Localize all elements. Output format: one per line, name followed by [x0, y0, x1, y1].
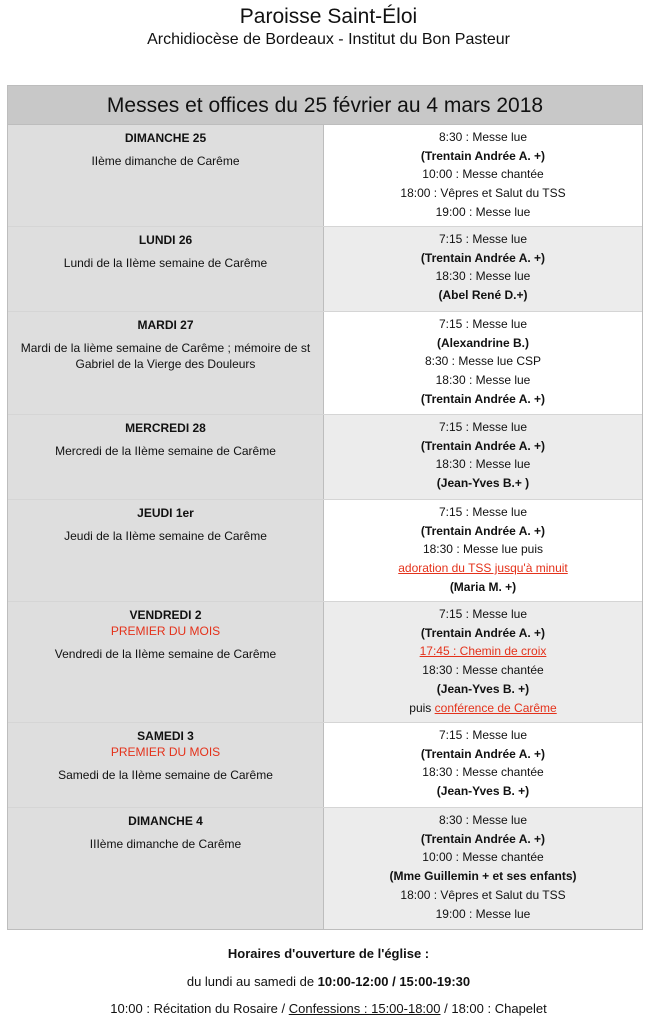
day-cell: [8, 415, 324, 499]
intention: (Maria M. +): [449, 579, 517, 594]
day-row: [8, 312, 642, 415]
times-cell: [324, 415, 642, 499]
hours-value: 10:00-12:00 / 15:00-19:30: [317, 974, 471, 989]
intention: (Trentain Andrée A. +): [420, 438, 546, 453]
opening-hours-title: Horaires d'ouverture de l'église :: [227, 946, 430, 961]
opening-hours: [0, 940, 657, 1022]
intention: (Jean-Yves B.+ ): [436, 476, 530, 491]
time-entry: 18:30 : Messe chantée: [422, 663, 544, 678]
times-cell: [324, 125, 642, 226]
day-note: PREMIER DU MOIS: [110, 745, 221, 759]
opening-hours-line: [0, 968, 657, 995]
times-cell: [324, 312, 642, 414]
time-entry: 18:00 : Vêpres et Salut du TSS: [400, 186, 566, 201]
schedule-table: [7, 85, 643, 930]
time-entry: 18:30 : Messe lue: [435, 457, 531, 472]
time-entry: 7:15 : Messe lue: [438, 728, 528, 742]
schedule-link[interactable]: adoration du TSS jusqu'à minuit: [398, 561, 568, 576]
time-entry: 8:30 : Messe lue CSP: [424, 354, 542, 369]
time-entry: 7:15 : Messe lue: [438, 505, 528, 519]
intention: (Trentain Andrée A. +): [420, 523, 546, 538]
day-cell: [8, 125, 324, 226]
day-row: [8, 723, 642, 808]
schedule-link[interactable]: 17:45 : Chemin de croix: [419, 644, 547, 659]
day-cell: [8, 312, 324, 414]
schedule-title: Messes et offices du 25 février au 4 mars 2018: [8, 86, 642, 125]
liturgical-day: Vendredi de la IIème semaine de Carême: [54, 647, 277, 661]
times-cell: [324, 808, 642, 929]
intention: (Trentain Andrée A. +): [420, 148, 546, 163]
time-entry: 8:30 : Messe lue: [438, 813, 528, 827]
times-cell: [324, 227, 642, 311]
diocese-name: Archidiocèse de Bordeaux - Institut du Bon Pasteur: [147, 31, 510, 48]
page-header: [0, 0, 657, 50]
day-name: DIMANCHE 25: [124, 131, 207, 145]
liturgical-day: Mardi de la Iième semaine de Carême ; mémoire de st Gabriel de la Vierge des Douleurs: [20, 341, 311, 371]
day-row: [8, 808, 642, 929]
day-name: JEUDI 1er: [137, 506, 194, 520]
time-entry: 7:15 : Messe lue: [438, 232, 528, 246]
intention: (Trentain Andrée A. +): [420, 250, 546, 265]
time-entry: 18:00 : Vêpres et Salut du TSS: [400, 887, 566, 902]
intention: (Jean-Yves B. +): [436, 784, 530, 799]
time-entry: 18:30 : Messe chantée: [422, 765, 544, 780]
liturgical-day: IIème dimanche de Carême: [91, 154, 240, 168]
intention: (Trentain Andrée A. +): [420, 831, 546, 846]
intention: (Trentain Andrée A. +): [420, 625, 546, 640]
time-entry: 7:15 : Messe lue: [438, 317, 528, 331]
day-row: [8, 500, 642, 602]
day-cell: [8, 500, 324, 601]
confessions-link[interactable]: Confessions : 15:00-18:00: [288, 1001, 441, 1016]
intention: (Trentain Andrée A. +): [420, 391, 546, 406]
day-name: LUNDI 26: [138, 233, 193, 247]
time-entry: 7:15 : Messe lue: [438, 607, 528, 621]
day-cell: [8, 808, 324, 929]
liturgical-day: Samedi de la IIème semaine de Carême: [58, 768, 273, 782]
times-cell: [324, 500, 642, 601]
time-entry: 10:00 : Messe chantée: [422, 850, 544, 865]
time-entry: 19:00 : Messe lue: [435, 906, 531, 921]
time-entry: 7:15 : Messe lue: [438, 420, 528, 434]
day-name: MARDI 27: [137, 318, 194, 332]
time-entry: 10:00 : Messe chantée: [422, 167, 544, 182]
time-entry: puis: [409, 700, 435, 715]
devotions-line: [0, 995, 657, 1022]
time-entry: 18:30 : Messe lue: [435, 373, 531, 388]
day-row: [8, 602, 642, 723]
liturgical-day: IIIème dimanche de Carême: [89, 837, 242, 851]
liturgical-day: Jeudi de la IIème semaine de Carême: [64, 529, 267, 543]
time-entry: 18:30 : Messe lue: [435, 269, 531, 284]
time-entry: 18:30 : Messe lue puis: [422, 542, 544, 557]
intention: (Jean-Yves B. +): [436, 681, 530, 696]
time-entry: 19:00 : Messe lue: [435, 204, 531, 219]
hours-prefix: du lundi au samedi de: [186, 974, 318, 989]
time-entry: 8:30 : Messe lue: [438, 130, 528, 144]
day-cell: [8, 723, 324, 807]
intention: (Mme Guillemin + et ses enfants): [389, 869, 577, 884]
intention: (Alexandrine B.): [436, 335, 529, 350]
time-entry: [324, 699, 642, 718]
chapelet-text: / 18:00 : Chapelet: [440, 1001, 547, 1016]
day-name: SAMEDI 3: [137, 729, 194, 743]
conference-link[interactable]: conférence de Carême: [434, 700, 557, 715]
day-row: [8, 227, 642, 312]
intention: (Trentain Andrée A. +): [420, 746, 546, 761]
day-note: PREMIER DU MOIS: [110, 624, 221, 638]
parish-name: Paroisse Saint-Éloi: [239, 5, 418, 28]
intention: (Abel René D.+): [438, 288, 528, 303]
day-name: DIMANCHE 4: [128, 814, 203, 828]
day-row: [8, 125, 642, 227]
day-row: [8, 415, 642, 500]
liturgical-day: Mercredi de la IIème semaine de Carême: [55, 444, 276, 458]
day-cell: [8, 227, 324, 311]
times-cell: [324, 723, 642, 807]
day-cell: [8, 602, 324, 722]
liturgical-day: Lundi de la IIème semaine de Carême: [63, 256, 268, 270]
times-cell: [324, 602, 642, 722]
rosary-text: 10:00 : Récitation du Rosaire /: [110, 1001, 289, 1016]
day-name: VENDREDI 2: [129, 608, 202, 622]
day-name: MERCREDI 28: [125, 421, 206, 435]
